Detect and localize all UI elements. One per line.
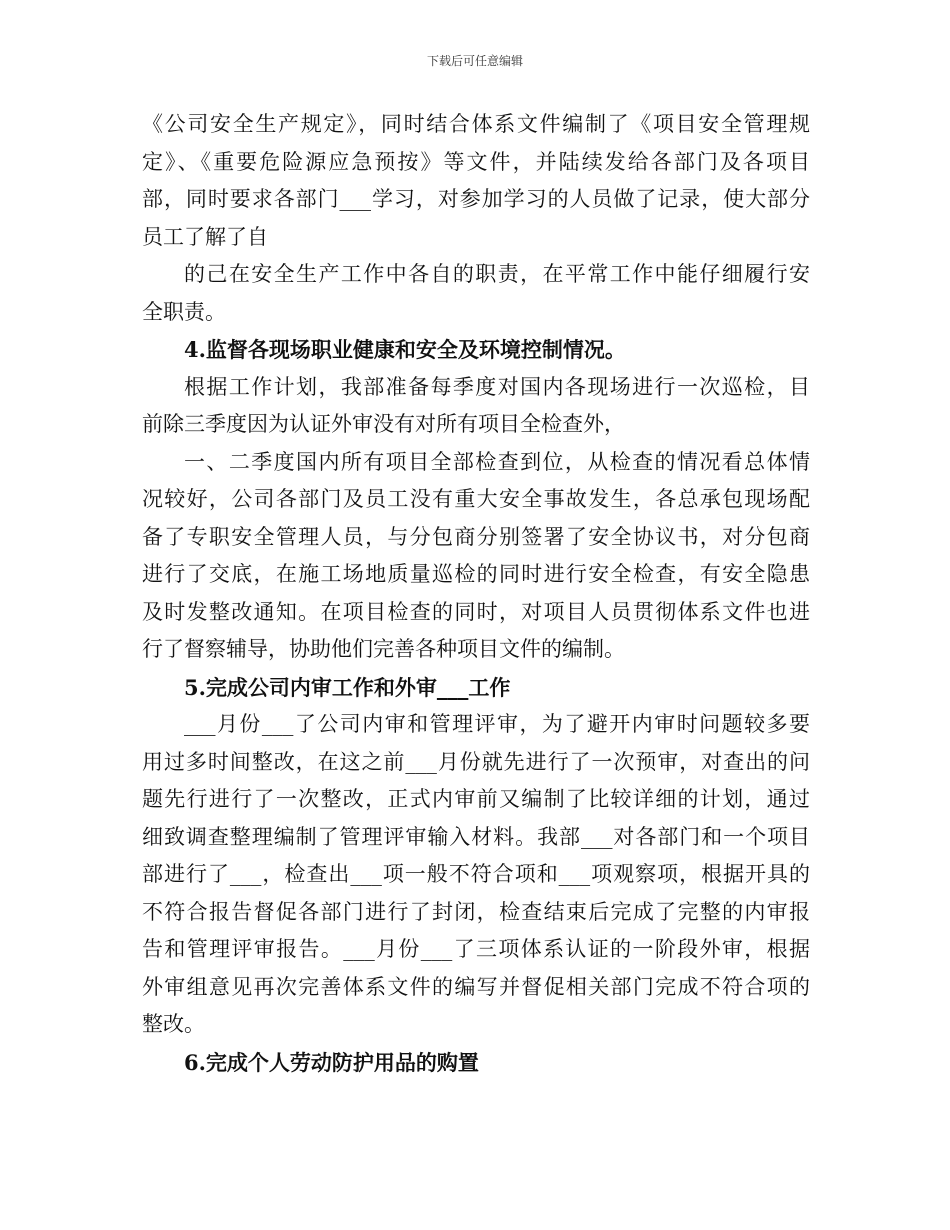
paragraph [142, 444, 810, 669]
text-line: 定》、《重要危险源应急预按》等文件，并陆续发给各部门及各项目 [142, 149, 810, 174]
text-line: 全职责。 [142, 299, 226, 324]
text-line: 行了督察辅导，协助他们完善各种项目文件的编制。 [142, 637, 625, 661]
paragraph [142, 706, 810, 1044]
section-heading: 4.监督各现场职业健康和安全及环境控制情况。 [184, 337, 626, 362]
text-line: 告和管理评审报告。___月份___了三项体系认证的一阶段外审，根据 [142, 937, 810, 961]
text-line: 的己在安全生产工作中各自的职责，在平常工作中能仔细履行安 [184, 262, 810, 286]
paragraph [142, 369, 810, 444]
text-line: 《公司安全生产规定》，同时结合体系文件编制了《项目安全管理规 [142, 112, 810, 136]
text-line: 况较好，公司各部门及员工没有重大安全事故发生，各总承包现场配 [142, 487, 810, 511]
text-line: 备了专职安全管理人员，与分包商分别签署了安全协议书，对分包商 [142, 524, 810, 549]
text-line: 部，同时要求各部门___学习，对参加学习的人员做了记录，使大部分 [142, 187, 810, 211]
text-line: 员工了解了自 [142, 224, 268, 249]
text-line: 题先行进行了一次整改，正式内审前又编制了比较详细的计划，通过 [142, 787, 810, 811]
text-line: 一、二季度国内所有项目全部检查到位，从检查的情况看总体情 [184, 449, 810, 474]
text-line: 用过多时间整改，在这之前___月份就先进行了一次预审，对查出的问 [142, 749, 810, 774]
section-heading: 5.完成公司内审工作和外审___工作 [184, 674, 511, 700]
text-line: 进行了交底，在施工场地质量巡检的同时进行安全检查，有安全隐患 [142, 562, 810, 586]
section-heading: 6.完成个人劳动防护用品的购置 [184, 1049, 479, 1075]
text-line: 细致调查整理编制了管理评审输入材料。我部___对各部门和一个项目 [142, 824, 810, 849]
text-line: 及时发整改通知。在项目检查的同时，对项目人员贯彻体系文件也进 [142, 599, 810, 624]
text-line: 不符合报告督促各部门进行了封闭，检查结束后完成了完整的内审报 [142, 899, 810, 924]
text-line: 部进行了___，检查出___项一般不符合项和___项观察项，根据开具的 [142, 862, 810, 886]
document-body [142, 106, 810, 1081]
text-line: 外审组意见再次完善体系文件的编写并督促相关部门完成不符合项的 [142, 974, 810, 999]
text-line: 整改。 [142, 1012, 205, 1036]
paragraph [142, 256, 810, 331]
page-header: 下载后可任意编辑 [426, 54, 523, 68]
text-line: 前除三季度因为认证外审没有对所有项目全检查外， [142, 412, 625, 436]
text-line: ___月份___了公司内审和管理评审，为了避开内审时问题较多要 [184, 712, 810, 736]
text-line: 根据工作计划，我部准备每季度对国内各现场进行一次巡检，目 [184, 374, 810, 399]
paragraph [142, 106, 810, 256]
